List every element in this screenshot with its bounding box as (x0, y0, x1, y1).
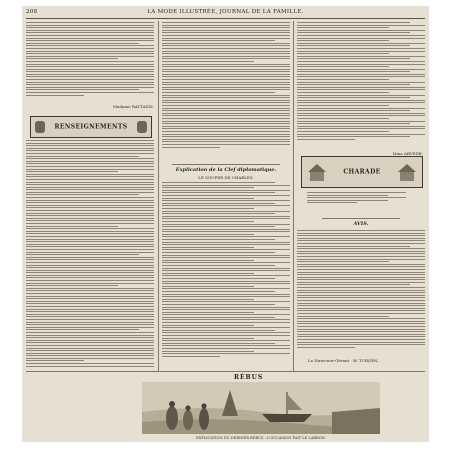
text-block (297, 230, 425, 349)
charade-title: CHARADE (343, 168, 381, 176)
renseignements-title: RENSEIGNEMENTS (54, 123, 128, 131)
column-divider (158, 21, 159, 371)
rebus-caption: EXPLICATION DU DERNIER RÉBUS : L'OCCASION FAIT LE LARRON. (196, 436, 326, 440)
text-block (162, 22, 290, 149)
text-block (26, 140, 154, 368)
text-block (307, 192, 419, 205)
rebus-engraving-icon (142, 382, 380, 434)
section-subtitle: LE SOUPER DE CHARLES. (198, 175, 254, 180)
column2-top-text (162, 22, 290, 162)
journal-title: LA MODE ILLUSTRÉE, JOURNAL DE LA FAMILLE. (147, 9, 304, 15)
rebus-title: RÉBUS (234, 374, 264, 381)
rebus-rule (26, 371, 425, 372)
column-divider (293, 21, 294, 371)
text-block (162, 182, 290, 358)
newspaper-page (22, 6, 429, 442)
column1-top-text (26, 22, 154, 110)
avis-title: AVIS. (353, 221, 369, 227)
renseignements-banner (30, 116, 152, 138)
text-block (26, 22, 154, 97)
text-block (297, 22, 425, 141)
section-rule (322, 218, 400, 219)
column2-bottom-text (162, 182, 290, 368)
header-rule (26, 18, 425, 19)
avis-text (297, 230, 425, 362)
charade-banner (301, 156, 423, 188)
page-number: 208 (26, 9, 38, 15)
directeur-gerant: Le Directeur-Gérant : W. TURGEN. (308, 358, 379, 363)
rebus-illustration (142, 382, 380, 434)
section-rule (172, 164, 280, 165)
column1-signature: Madame RATTAZZI. (112, 104, 154, 109)
column3-signature: Mme ARVEDE. (392, 151, 423, 156)
column3-top-text (297, 22, 425, 158)
charade-verse (307, 192, 419, 220)
section-title: Explication de la Clef diplomatique. (175, 167, 277, 173)
column1-bottom-text (26, 140, 154, 372)
